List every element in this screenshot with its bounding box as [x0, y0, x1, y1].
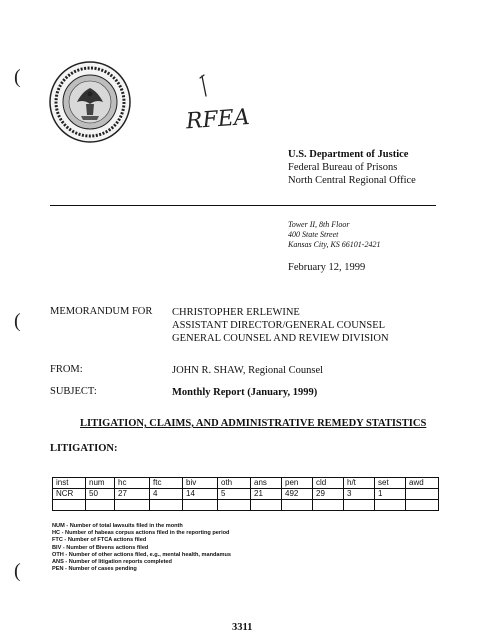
table-header-cell: num — [86, 478, 115, 489]
recipient-line: CHRISTOPHER ERLEWINE — [172, 307, 300, 318]
table-header-cell: pen — [282, 478, 313, 489]
table-row — [53, 489, 439, 500]
bureau-name: Federal Bureau of Prisons — [288, 162, 398, 173]
table-cell — [115, 500, 150, 511]
table-header-cell: hc — [115, 478, 150, 489]
memo-for-label: MEMORANDUM FOR — [50, 306, 153, 317]
table-cell: 50 — [86, 489, 115, 500]
table-cell — [344, 500, 375, 511]
table-cell — [53, 500, 86, 511]
table-cell — [406, 489, 439, 500]
address-line: 400 State Street — [288, 230, 339, 239]
table-cell: NCR — [53, 489, 86, 500]
memo-subject-label: SUBJECT: — [50, 386, 97, 397]
section-heading: LITIGATION, CLAIMS, AND ADMINISTRATIVE REMEDY STATISTICS — [80, 418, 427, 429]
margin-mark: ( — [14, 560, 21, 582]
table-header-cell: biv — [183, 478, 218, 489]
legend-item: NUM - Number of total lawsuits filed in the month — [52, 523, 183, 529]
address-block — [288, 220, 380, 250]
handwritten-note — [180, 70, 270, 140]
memo-for-recipient — [172, 306, 389, 345]
table-cell: 4 — [150, 489, 183, 500]
legend-item: PEN - Number of cases pending — [52, 566, 137, 573]
header-rule — [50, 205, 436, 206]
page-number: 3311 — [232, 622, 253, 633]
table-cell: 3 — [344, 489, 375, 500]
table-cell — [251, 500, 282, 511]
memo-from-value: JOHN R. SHAW, Regional Counsel — [172, 365, 324, 376]
table-header-row — [53, 478, 439, 489]
table-cell — [406, 500, 439, 511]
table-cell: 492 — [282, 489, 313, 500]
litigation-label: LITIGATION: — [50, 443, 118, 454]
table-cell — [183, 500, 218, 511]
memo-date: February 12, 1999 — [288, 262, 366, 273]
table-header-cell: cld — [313, 478, 344, 489]
table-cell — [313, 500, 344, 511]
legend-item: BIV - Number of Bivens actions filed — [52, 544, 149, 551]
table-header-cell: ans — [251, 478, 282, 489]
memo-subject-value: Monthly Report (January, 1999) — [172, 387, 318, 398]
department-name: U.S. Department of Justice — [288, 149, 409, 160]
table-header-cell: awd — [406, 478, 439, 489]
table-header-cell: oth — [218, 478, 251, 489]
table-row — [53, 500, 439, 511]
table-cell: 14 — [183, 489, 218, 500]
table-cell — [375, 500, 406, 511]
table-legend — [52, 523, 231, 573]
legend-item: OTH - Number of other actions filed, e.g., mental health, mandamus — [52, 551, 232, 558]
office-name: North Central Regional Office — [288, 175, 416, 186]
margin-mark: ( — [14, 66, 21, 88]
address-line: Kansas City, KS 66101-2421 — [288, 240, 381, 249]
legend-item: ANS - Number of litigation reports completed — [52, 559, 172, 566]
recipient-line: GENERAL COUNSEL AND REVIEW DIVISION — [172, 333, 389, 344]
table-cell: 1 — [375, 489, 406, 500]
memo-from-label: FROM: — [50, 364, 83, 375]
table-cell — [282, 500, 313, 511]
doj-seal-icon — [48, 60, 132, 144]
table-cell — [86, 500, 115, 511]
table-header-cell: h/t — [344, 478, 375, 489]
table-cell — [150, 500, 183, 511]
table-cell — [218, 500, 251, 511]
margin-mark: ( — [14, 310, 21, 332]
table-header-cell: inst — [53, 478, 86, 489]
handwritten-text: RFEA — [185, 104, 251, 135]
table-header-cell: set — [375, 478, 406, 489]
table-cell: 27 — [115, 489, 150, 500]
table-cell: 29 — [313, 489, 344, 500]
legend-item: HC - Number of habeas corpus actions filed in the reporting period — [52, 530, 230, 537]
legend-item: FTC - Number of FTCA actions filed — [52, 537, 147, 544]
table-header-cell: ftc — [150, 478, 183, 489]
table-cell: 21 — [251, 489, 282, 500]
table-cell: 5 — [218, 489, 251, 500]
agency-block — [288, 148, 416, 187]
address-line: Tower II, 8th Floor — [288, 220, 350, 229]
recipient-line: ASSISTANT DIRECTOR/GENERAL COUNSEL — [172, 320, 386, 331]
litigation-stats-table — [52, 477, 439, 511]
